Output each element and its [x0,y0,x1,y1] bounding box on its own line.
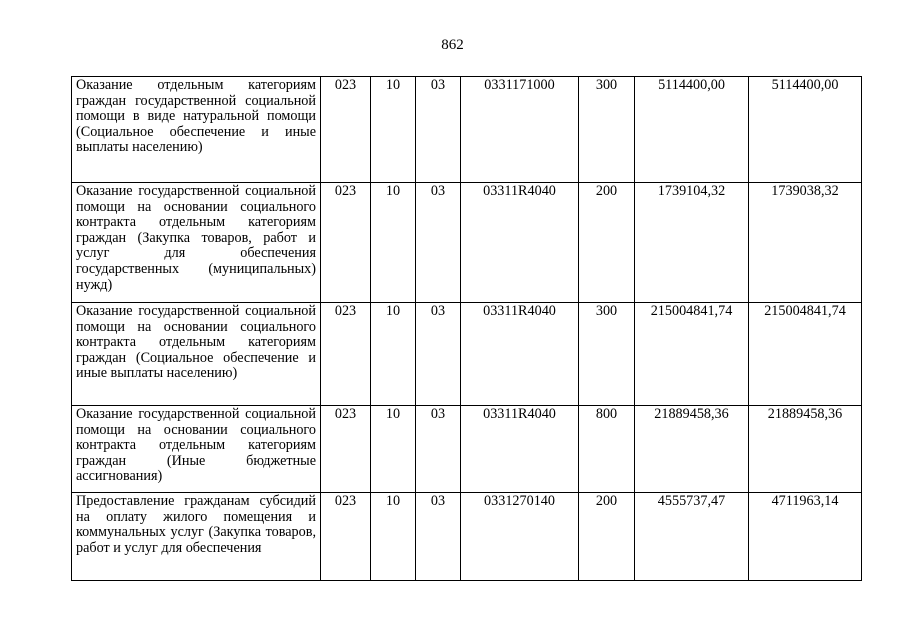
row-description: Оказание отдельным категориям граждан государственной социальной помощи в виде натуральной помощи (Социальное обеспечение и иные выплаты населению) [76,78,316,156]
amount-first-year: 1739104,32 [635,183,749,303]
row-description: Оказание государственной социальной помощи на основании социального контракта отдельным категориям граждан (Иные бюджетные ассигнования) [76,407,316,485]
target-article-code: 03311R4040 [461,183,579,303]
row-description-cell [72,77,321,183]
subsection-code: 03 [416,77,461,183]
expense-type-code: 300 [579,77,635,183]
amount-first-year: 5114400,00 [635,77,749,183]
subsection-code: 03 [416,493,461,581]
table-row [72,77,862,183]
target-article-code: 03311R4040 [461,303,579,406]
subsection-code: 03 [416,406,461,493]
table-row [72,406,862,493]
expense-type-code: 800 [579,406,635,493]
row-description-cell [72,303,321,406]
amount-second-year: 21889458,36 [749,406,862,493]
amount-second-year: 1739038,32 [749,183,862,303]
section-code: 10 [371,303,416,406]
ministry-code: 023 [321,493,371,581]
row-description: Предоставление гражданам субсидий на оплату жилого помещения и коммунальных услуг (Закупка товаров, работ и услуг для обеспечения [76,494,316,556]
row-description-cell [72,493,321,581]
table-row [72,183,862,303]
table-row [72,493,862,581]
budget-table [71,76,862,581]
ministry-code: 023 [321,183,371,303]
section-code: 10 [371,183,416,303]
ministry-code: 023 [321,303,371,406]
amount-first-year: 21889458,36 [635,406,749,493]
subsection-code: 03 [416,183,461,303]
section-code: 10 [371,406,416,493]
row-description-cell [72,183,321,303]
page-number: 862 [441,37,464,53]
ministry-code: 023 [321,77,371,183]
amount-first-year: 4555737,47 [635,493,749,581]
expense-type-code: 200 [579,183,635,303]
ministry-code: 023 [321,406,371,493]
target-article-code: 0331270140 [461,493,579,581]
expense-type-code: 200 [579,493,635,581]
amount-second-year: 5114400,00 [749,77,862,183]
row-description: Оказание государственной социальной помощи на основании социального контракта отдельным категориям граждан (Закупка товаров, работ и услуг для обеспечения государственных (муниципальных) нужд) [76,184,316,293]
row-description-cell [72,406,321,493]
row-description: Оказание государственной социальной помощи на основании социального контракта отдельным категориям граждан (Социальное обеспечение и иные выплаты населению) [76,304,316,382]
subsection-code: 03 [416,303,461,406]
target-article-code: 0331171000 [461,77,579,183]
amount-first-year: 215004841,74 [635,303,749,406]
amount-second-year: 215004841,74 [749,303,862,406]
section-code: 10 [371,77,416,183]
target-article-code: 03311R4040 [461,406,579,493]
expense-type-code: 300 [579,303,635,406]
table-row [72,303,862,406]
amount-second-year: 4711963,14 [749,493,862,581]
section-code: 10 [371,493,416,581]
